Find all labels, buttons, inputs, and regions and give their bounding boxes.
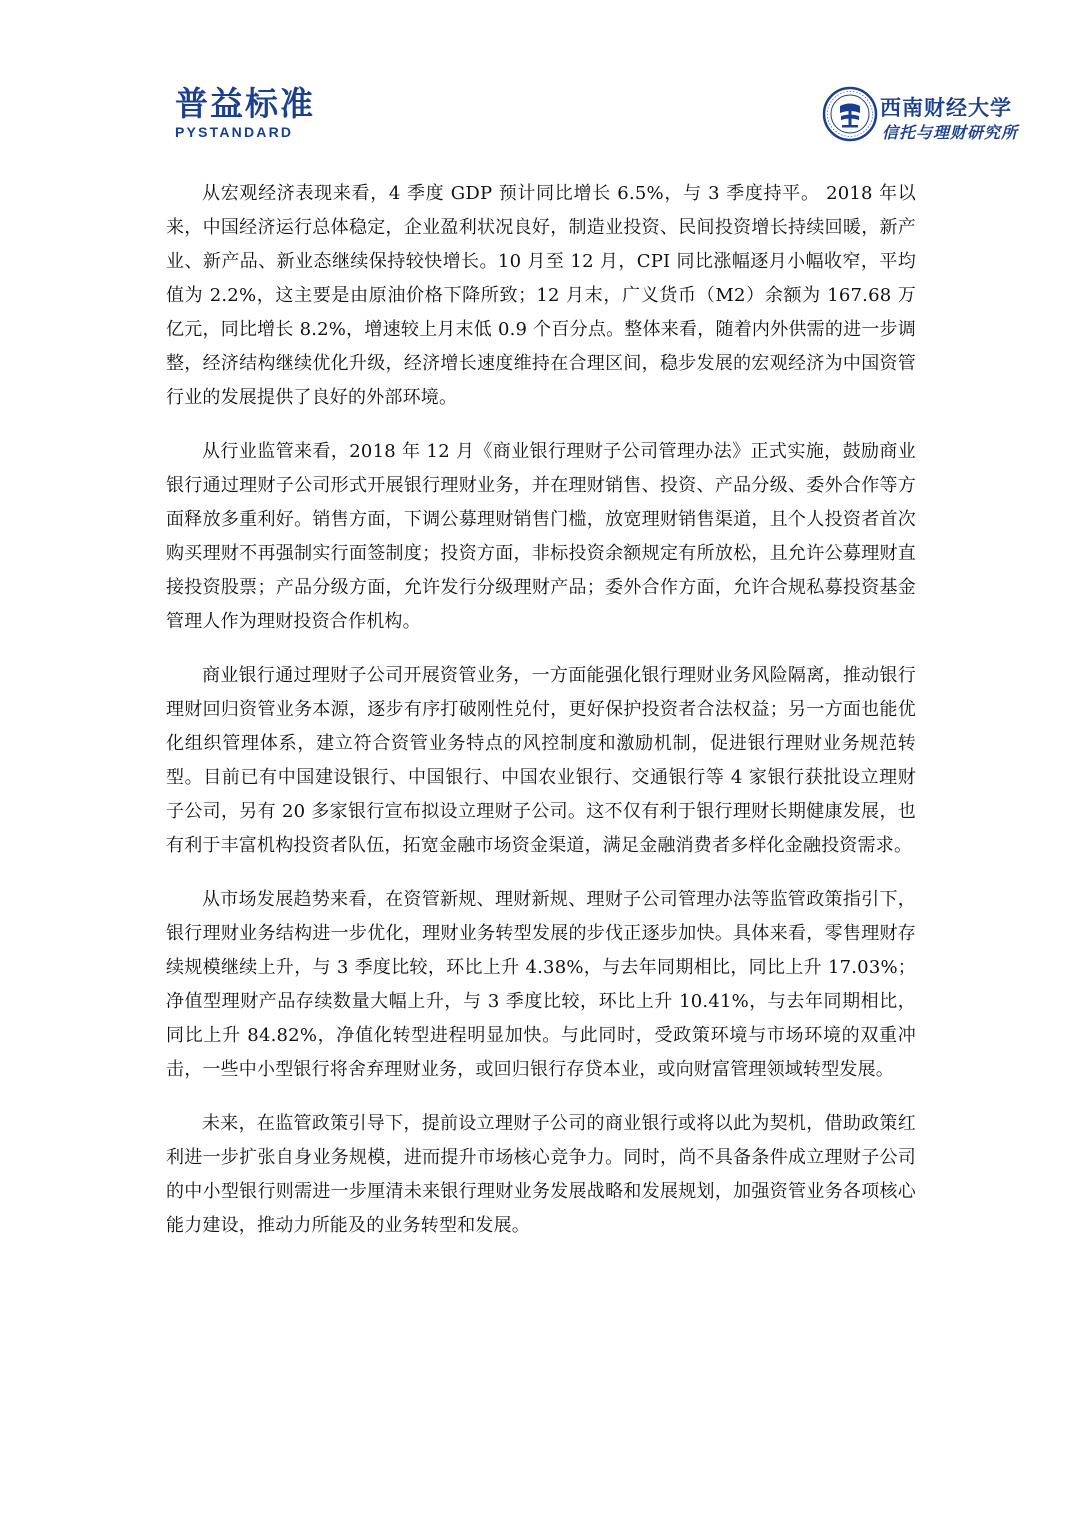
institute-name: 信托与理财研究所 (882, 123, 1019, 142)
university-logo (822, 86, 1022, 148)
paragraph-market-trends: 从市场发展趋势来看，在资管新规、理财新规、理财子公司管理办法等监管政策指引下，银行理财业务结构进一步优化，理财业务转型发展的步伐正逐步加快。具体来看，零售理财存续规模继续上升，与 3 季度比较，环比上升 4.38%，与去年同期相比，同比上升 17.03%；净值型理财产品存续数量大幅上升，与 3 季度比较，环比上升 10.41%，与去年同期相比，同比上升 84.82%，净值化转型进程明显加快。与此同时，受政策环境与市场环境的双重冲击，一些中小型银行将舍弃理财业务，或回归银行存贷本业，或向财富管理领域转型发展。 (166, 889, 916, 1080)
pystandard-logo (175, 86, 315, 140)
logo-english-name: PYSTANDARD (175, 124, 294, 140)
document-body (166, 177, 916, 1263)
paragraph-macro-economy: 从宏观经济表现来看，4 季度 GDP 预计同比增长 6.5%，与 3 季度持平。 2018 年以来，中国经济运行总体稳定，企业盈利状况良好，制造业投资、民间投资增长持续回暖，新产业、新产品、新业态继续保持较快增长。10 月至 12 月，CPI 同比涨幅逐月小幅收窄，平均值为 2.2%，这主要是由原油价格下降所致；12 月末，广义货币（M2）余额为 167.68 万亿元，同比增长 8.2%，增速较上月末低 0.9 个百分点。整体来看，随着内外供需的进一步调整，经济结构继续优化升级，经济增长速度维持在合理区间，稳步发展的宏观经济为中国资管行业的发展提供了良好的外部环境。 (166, 183, 916, 408)
logo-chinese-name: 普益标准 (175, 84, 315, 123)
paragraph-outlook: 未来，在监管政策引导下，提前设立理财子公司的商业银行或将以此为契机，借助政策红利进一步扩张自身业务规模，进而提升市场核心竞争力。同时，尚不具备条件成立理财子公司的中小型银行则需进一步厘清未来银行理财业务发展战略和发展规划，加强资管业务各项核心能力建设，推动力所能及的业务转型和发展。 (166, 1113, 916, 1236)
page-header (0, 0, 1080, 150)
paragraph-wealth-subsidiaries: 商业银行通过理财子公司开展资管业务，一方面能强化银行理财业务风险隔离，推动银行理财回归资管业务本源，逐步有序打破刚性兑付，更好保护投资者合法权益；另一方面也能优化组织管理体系，建立符合资管业务特点的风控制度和激励机制，促进银行理财业务规范转型。目前已有中国建设银行、中国银行、中国农业银行、交通银行等 4 家银行获批设立理财子公司，另有 20 多家银行宣布拟设立理财子公司。这不仅有利于银行理财长期健康发展，也有利于丰富机构投资者队伍，拓宽金融市场资金渠道，满足金融消费者多样化金融投资需求。 (166, 665, 916, 856)
university-name: 西南财经大学 (880, 95, 1012, 120)
paragraph-industry-regulation: 从行业监管来看，2018 年 12 月《商业银行理财子公司管理办法》正式实施，鼓励商业银行通过理财子公司形式开展银行理财业务，并在理财销售、投资、产品分级、委外合作等方面释放多重利好。销售方面，下调公募理财销售门槛，放宽理财销售渠道，且个人投资者首次购买理财不再强制实行面签制度；投资方面，非标投资余额规定有所放松，且允许公募理财直接投资股票；产品分级方面，允许发行分级理财产品；委外合作方面，允许合规私募投资基金管理人作为理财投资合作机构。 (166, 441, 916, 632)
university-seal-icon (822, 86, 878, 142)
